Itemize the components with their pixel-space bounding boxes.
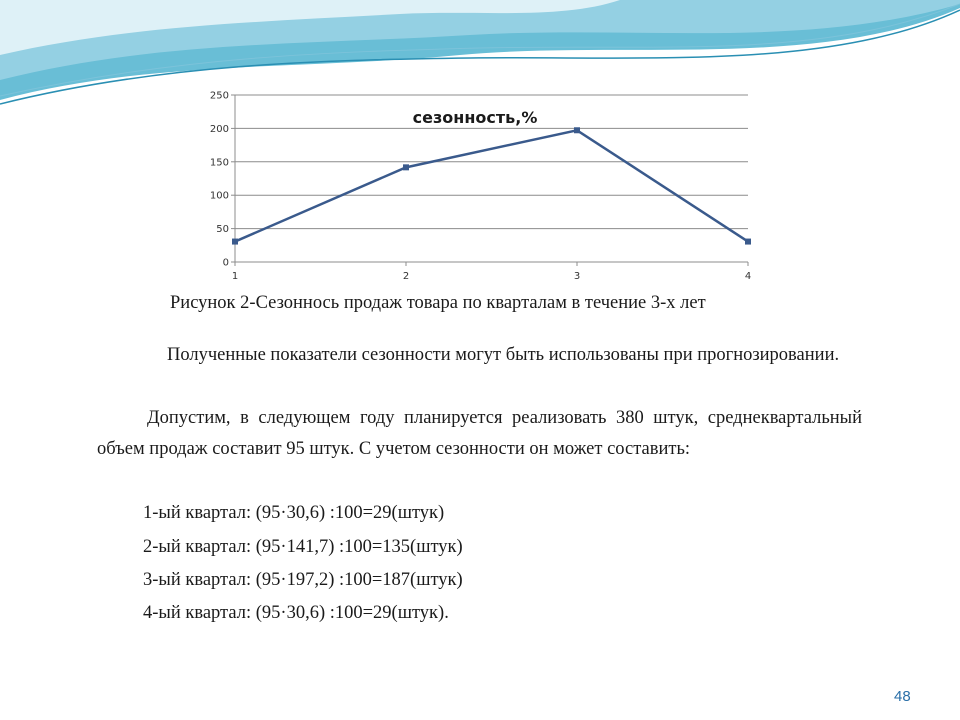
y-tick-label-200: 200	[209, 123, 229, 135]
y-tick-label-0: 0	[222, 257, 229, 269]
page-number: 48	[894, 688, 911, 705]
paragraph-forecast-assumption: Допустим, в следующем году планируется реализовать 380 штук, среднеквартальный объем продаж составит 95 штук. С учетом сезонности он может составить:	[97, 408, 862, 459]
figure-caption: Рисунок 2-Сезоннось продаж товара по кварталам в течение 3-х лет	[170, 293, 706, 313]
data-point-q2	[403, 164, 409, 170]
seasonality-line-chart	[190, 85, 770, 285]
y-tick-labels	[210, 91, 229, 269]
x-tick-labels	[232, 271, 751, 282]
x-tick-label-2: 2	[402, 271, 410, 282]
y-tick-label-250: 250	[209, 90, 229, 102]
data-point-q4	[745, 239, 751, 245]
paragraph-seasonality-usage: Полученные показатели сезонности могут быть использованы при прогнозировании.	[167, 345, 840, 365]
calc-quarter-3: 3-ый квартал: (95·197,2) :100=187(штук)	[143, 570, 463, 590]
y-tick-label-150: 150	[209, 157, 229, 169]
data-point-q3	[574, 127, 580, 133]
x-tick-label-4: 4	[744, 271, 752, 282]
x-tick-label-1: 1	[231, 271, 239, 282]
series-line-0	[235, 130, 748, 241]
calc-quarter-1: 1-ый квартал: (95·30,6) :100=29(штук)	[143, 503, 445, 523]
chart-series	[232, 127, 751, 244]
chart-title: сезонность,%	[412, 108, 538, 127]
x-tick-label-3: 3	[573, 271, 581, 282]
calc-quarter-4: 4-ый квартал: (95·30,6) :100=29(штук).	[143, 603, 449, 623]
y-tick-label-50: 50	[216, 224, 229, 236]
calc-quarter-2: 2-ый квартал: (95·141,7) :100=135(штук)	[143, 537, 463, 557]
y-tick-label-100: 100	[209, 190, 229, 202]
data-point-q1	[232, 239, 238, 245]
